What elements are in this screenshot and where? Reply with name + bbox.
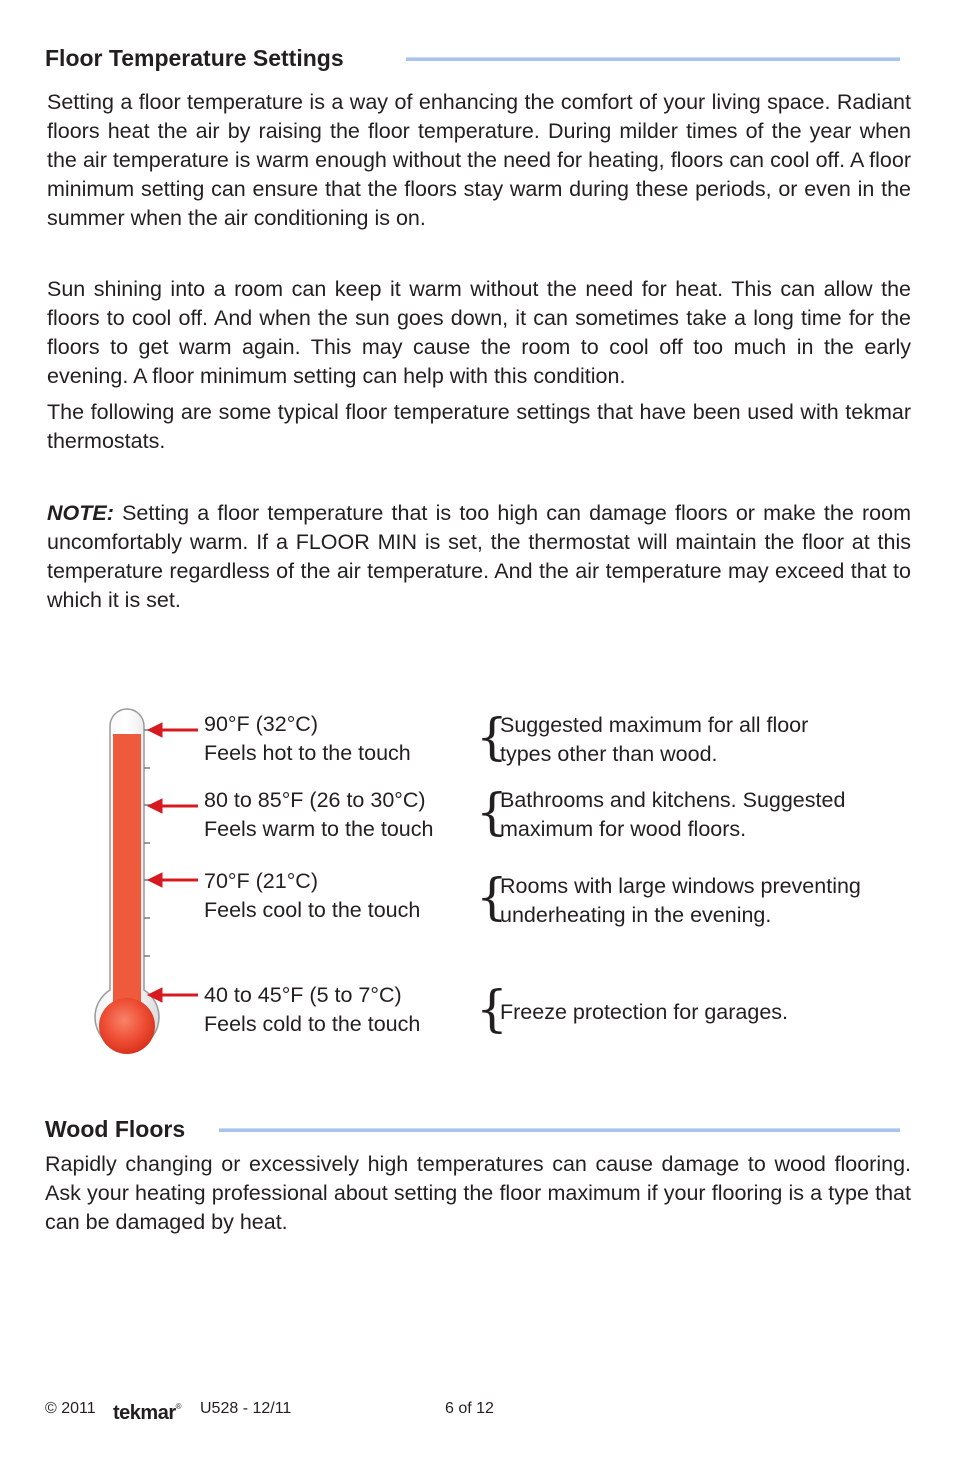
brace-icon: { [476, 868, 508, 926]
setting-use-cool-line2: underheating in the evening. [500, 903, 772, 927]
paragraph-note [47, 499, 911, 615]
paragraph-wood-floors: Rapidly changing or excessively high temperatures can cause damage to wood flooring. Ask your heating professional about setting the floor maximum if your flooring is a type that can be damaged by heat. [45, 1152, 911, 1234]
paragraph-intro: Setting a floor temperature is a way of enhancing the comfort of your living space. Radiant floors heat the air by raising the floor temperature. During milder times of the year when the air temperature is warm enough without the need for heating, floors can cool off. A floor minimum setting can ensure that the floors stay warm during these periods, or even in the summer when the air conditioning is on. [47, 90, 911, 230]
footer-copyright: © 2011 [45, 1400, 96, 1417]
footer-page-number: 6 of 12 [445, 1400, 494, 1417]
arrow-icon [148, 799, 198, 813]
thermometer-bulb [99, 998, 155, 1054]
setting-use-hot-line1: Suggested maximum for all floor [500, 713, 809, 737]
paragraph-typical-settings: The following are some typical floor temperature settings that have been used with tekmar thermostats. [47, 400, 911, 453]
setting-feel-cold: Feels cold to the touch [204, 1012, 421, 1036]
setting-use-cold-line1: Freeze protection for garages. [500, 1000, 789, 1024]
heading-rule [406, 57, 900, 61]
setting-temp-warm: 80 to 85°F (26 to 30°C) [204, 788, 426, 812]
brace-icon: { [476, 783, 508, 841]
arrow-icon [148, 723, 198, 737]
arrow-icon [148, 873, 198, 887]
setting-use-warm-line2: maximum for wood floors. [500, 817, 747, 841]
tekmar-logo: tekmar® [113, 1402, 182, 1424]
footer-doc-code: U528 - 12/11 [200, 1400, 292, 1417]
heading-rule [219, 1128, 900, 1132]
section-heading-floor-temperature: Floor Temperature Settings [45, 45, 344, 71]
setting-temp-hot: 90°F (32°C) [204, 712, 318, 736]
note-label: NOTE: [47, 501, 114, 525]
arrow-icon [148, 988, 198, 1002]
setting-feel-hot: Feels hot to the touch [204, 741, 411, 765]
mercury-column [113, 734, 141, 1004]
setting-use-cool-line1: Rooms with large windows preventing [500, 874, 861, 898]
thermometer-illustration [90, 690, 210, 1065]
setting-use-warm-line1: Bathrooms and kitchens. Suggested [500, 788, 846, 812]
setting-feel-cool: Feels cool to the touch [204, 898, 421, 922]
setting-feel-warm: Feels warm to the touch [204, 817, 434, 841]
setting-temp-cool: 70°F (21°C) [204, 869, 318, 893]
setting-use-hot-line2: types other than wood. [500, 742, 718, 766]
section-heading-wood-floors: Wood Floors [45, 1116, 186, 1142]
setting-temp-cold: 40 to 45°F (5 to 7°C) [204, 983, 402, 1007]
note-text: Setting a floor temperature that is too high can damage floors or make the room uncomfortably warm. If a FLOOR MIN is set, the thermostat will maintain the floor at this temperature regardless of the air temperature. And the air temperature may exceed that to which it is set. [47, 501, 911, 612]
brace-icon: { [476, 708, 508, 766]
brace-icon: { [476, 980, 508, 1038]
paragraph-sun: Sun shining into a room can keep it warm without the need for heat. This can allow the floors to cool off. And when the sun goes down, it can sometimes take a long time for the floors to get warm again. This may cause the room to cool off too much in the early evening. A floor minimum setting can help with this condition. [47, 277, 911, 388]
